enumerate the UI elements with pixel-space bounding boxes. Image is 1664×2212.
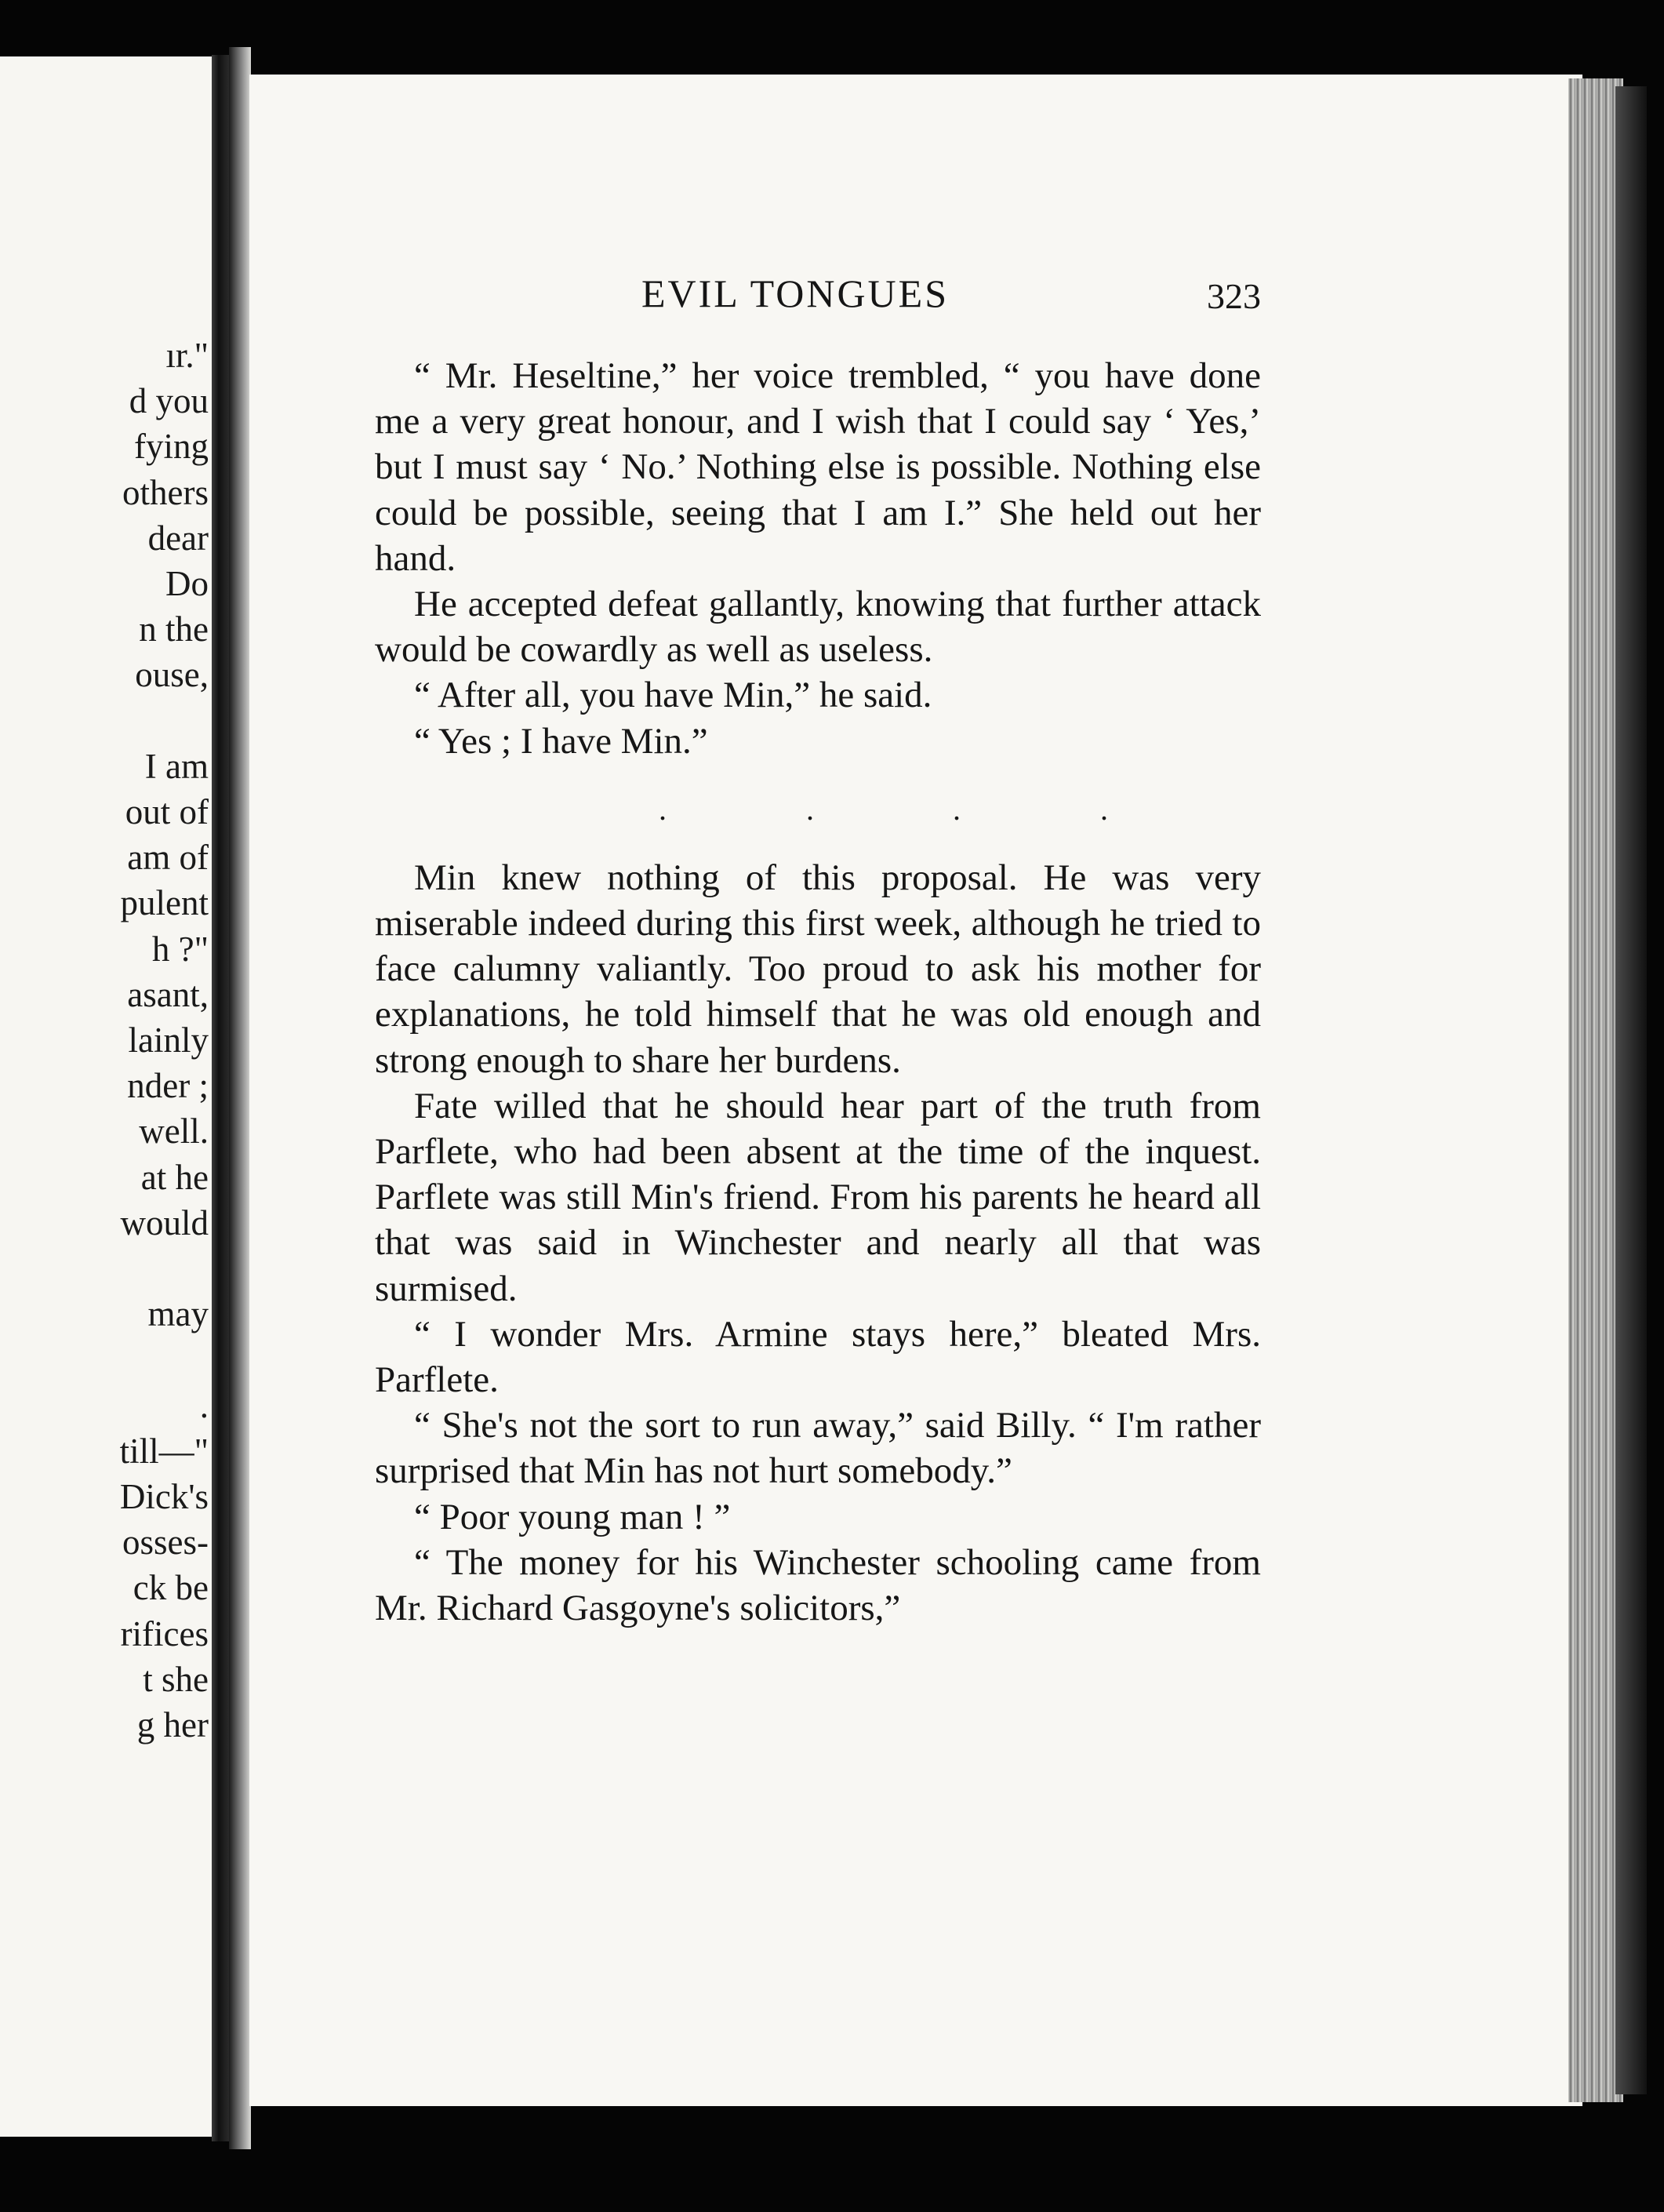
- left-page-line: asant,: [127, 974, 209, 1014]
- left-page-line: n the: [139, 609, 209, 649]
- left-page-line: .: [199, 1385, 209, 1425]
- left-page-line: out of: [125, 792, 209, 831]
- paragraph: “ Poor young man ! ”: [414, 1496, 731, 1537]
- left-page-line: may: [147, 1294, 209, 1334]
- left-page-line: rifices: [120, 1614, 209, 1654]
- left-page-line: pulent: [120, 883, 209, 923]
- left-page-line: h ?": [151, 929, 209, 969]
- page-edge-shadow: [1615, 86, 1647, 2094]
- left-page-line: well.: [139, 1111, 209, 1151]
- section-break: [375, 764, 1261, 855]
- break-dot: .: [1100, 791, 1108, 827]
- break-dot: .: [659, 791, 667, 827]
- paragraph: “ Mr. Heseltine,” her voice trembled, “ you have done me a very great honour, and I wish that I could say ‘ Yes,’ but I must say ‘ No.’ Nothing else is possible. Nothing else could be possible, seeing that I am I.” She held out her hand.: [375, 355, 1261, 579]
- paragraph: “ She's not the sort to run away,” said Billy. “ I'm rather surprised that Min has not hurt somebody.”: [375, 1405, 1261, 1492]
- paragraph: “ I wonder Mrs. Armine stays here,” bleated Mrs. Parflete.: [375, 1313, 1261, 1401]
- left-page-line: till—": [119, 1431, 209, 1471]
- running-head: [375, 271, 1261, 326]
- left-page-line: I am: [144, 746, 209, 786]
- break-dot: .: [806, 791, 814, 827]
- book-gutter: [212, 55, 229, 2141]
- paragraph: Fate willed that he should hear part of the truth from Parflete, who had been absent at the time of the inquest. Parflete was still Min's friend. From his parents he heard all that was said in Winchester and nearly all that was surmised.: [375, 1085, 1261, 1309]
- paragraph: “ Yes ; I have Min.”: [414, 720, 708, 762]
- left-page: [0, 56, 212, 2137]
- left-page-line: am of: [127, 838, 209, 878]
- break-dot: .: [953, 791, 961, 827]
- left-page-line: fying: [134, 427, 209, 467]
- left-page-line: ck be: [133, 1568, 209, 1608]
- left-page-line: others: [122, 472, 209, 512]
- left-page-line: lainly: [128, 1021, 209, 1060]
- page-number: 323: [1207, 276, 1261, 316]
- paragraph: Min knew nothing of this proposal. He was very miserable indeed during this first week, although he tried to face calumny valiantly. Too proud to ask his mother for explanations, he told himself that he was old enough and strong enough to share her burdens.: [375, 857, 1261, 1081]
- left-page-line: g her: [136, 1705, 209, 1744]
- left-page-line: d you: [129, 381, 209, 421]
- left-page-line: Dick's: [119, 1477, 209, 1516]
- left-page-line: nder ;: [127, 1066, 209, 1106]
- left-page-line: osses-: [122, 1523, 209, 1563]
- paragraph: He accepted defeat gallantly, knowing that further attack would be cowardly as well as useless.: [375, 584, 1261, 671]
- left-page-line: at he: [140, 1157, 209, 1197]
- left-page-text: [0, 56, 212, 2137]
- left-page-line: would: [120, 1202, 209, 1242]
- gutter-shadow: [229, 47, 251, 2149]
- left-page-line: Do: [165, 564, 209, 603]
- left-page-line: dear: [147, 518, 209, 558]
- left-page-line: ouse,: [135, 655, 209, 695]
- body-text: [375, 353, 1261, 1631]
- chapter-title: EVIL TONGUES: [641, 271, 950, 315]
- left-page-line: t she: [143, 1659, 209, 1699]
- left-page-line: ır.": [165, 336, 209, 375]
- paragraph: “ After all, you have Min,” he said.: [414, 675, 932, 716]
- paragraph: “ The money for his Winchester schooling came from Mr. Richard Gasgoyne's solicitors,”: [375, 1541, 1261, 1629]
